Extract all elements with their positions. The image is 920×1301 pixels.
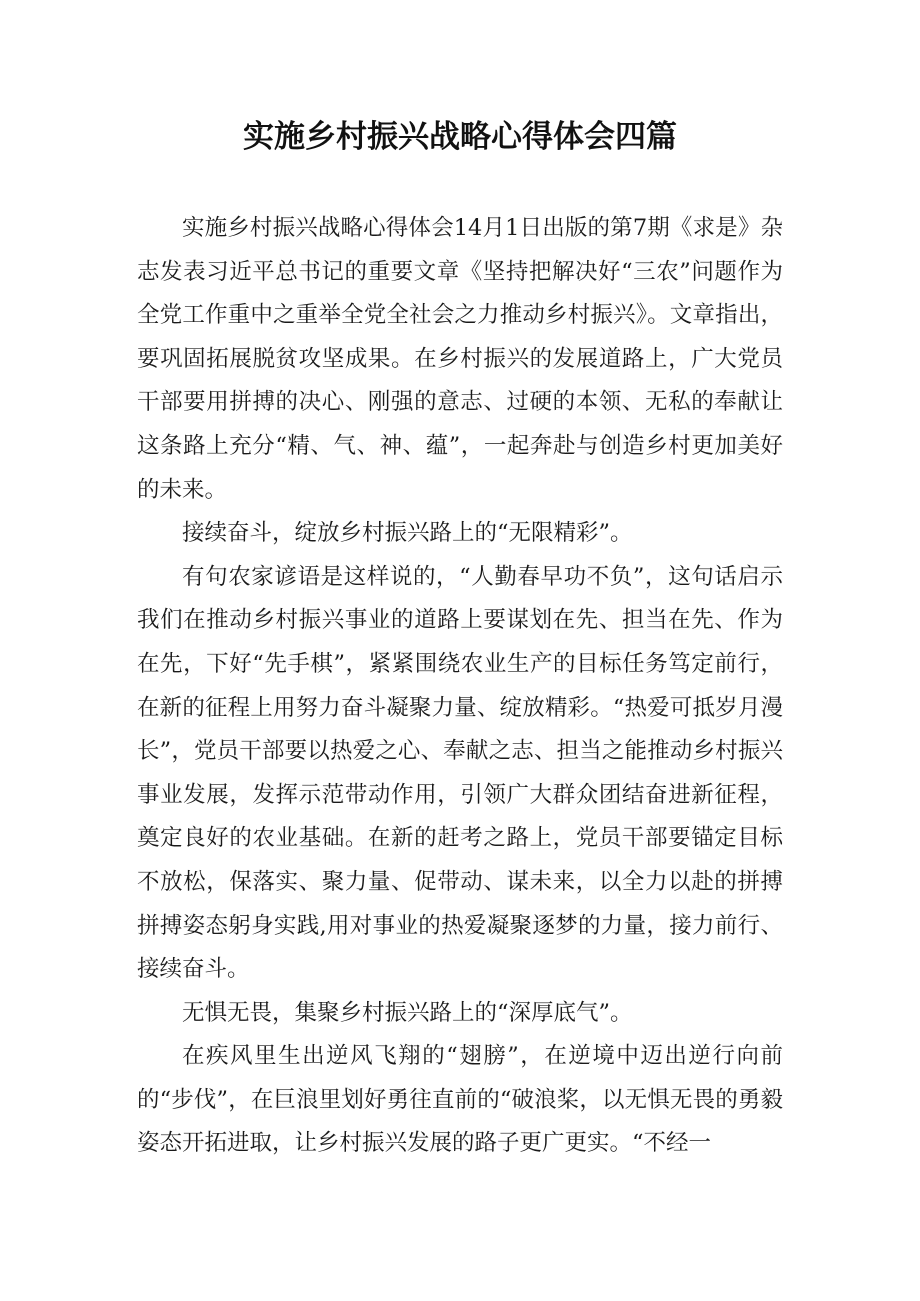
- paragraph-section-1: 有句农家谚语是这样说的，“人勤春早功不负”，这句话启示我们在推动乡村振兴事业的道路上要谋划在先、担当在先、作为在先，下好“先手棋”，紧紧围绕农业生产的目标任务笃定前行，在新的征程上用努力奋斗凝聚力量、绽放精彩。“热爱可抵岁月漫长”，党员干部要以热爱之心、奉献之志、担当之能推动乡村振兴事业发展，发挥示范带动作用，引领广大群众团结奋进新征程，奠定良好的农业基础。在新的赶考之路上，党员干部要锚定目标不放松，保落实、聚力量、促带动、谋未来，以全力以赴的拼搏拼搏姿态躬身实践,用对事业的热爱凝聚逐梦的力量，接力前行、接续奋斗。: [137, 563, 783, 983]
- document-title: 实施乡村振兴战略心得体会四篇: [243, 119, 677, 155]
- paragraph-section-2: 在疾风里生出逆风飞翔的“翅膀”，在逆境中迈出逆行向前的“步伐”，在巨浪里划好勇往直前的“破浪桨，以无惧无畏的勇毅姿态开拓进取，让乡村振兴发展的路子更广更实。“不经一: [137, 1043, 783, 1157]
- document-body: [137, 207, 783, 1166]
- section-heading-1: 接续奋斗，绽放乡村振兴路上的“无限精彩”。: [182, 520, 633, 547]
- paragraph-intro: 实施乡村振兴战略心得体会14月1日出版的第7期《求是》杂志发表习近平总书记的重要文章《坚持把解决好“三农”问题作为全党工作重中之重举全党全社会之力推动乡村振兴》。文章指出，要巩固拓展脱贫攻坚成果。在乡村振兴的发展道路上，广大党员干部要用拼搏的决心、刚强的意志、过硬的本领、无私的奉献让这条路上充分“精、气、神、蕴”，一起奔赴与创造乡村更加美好的未来。: [137, 215, 783, 503]
- section-heading-2: 无惧无畏，集聚乡村振兴路上的“深厚底气”。: [182, 999, 633, 1026]
